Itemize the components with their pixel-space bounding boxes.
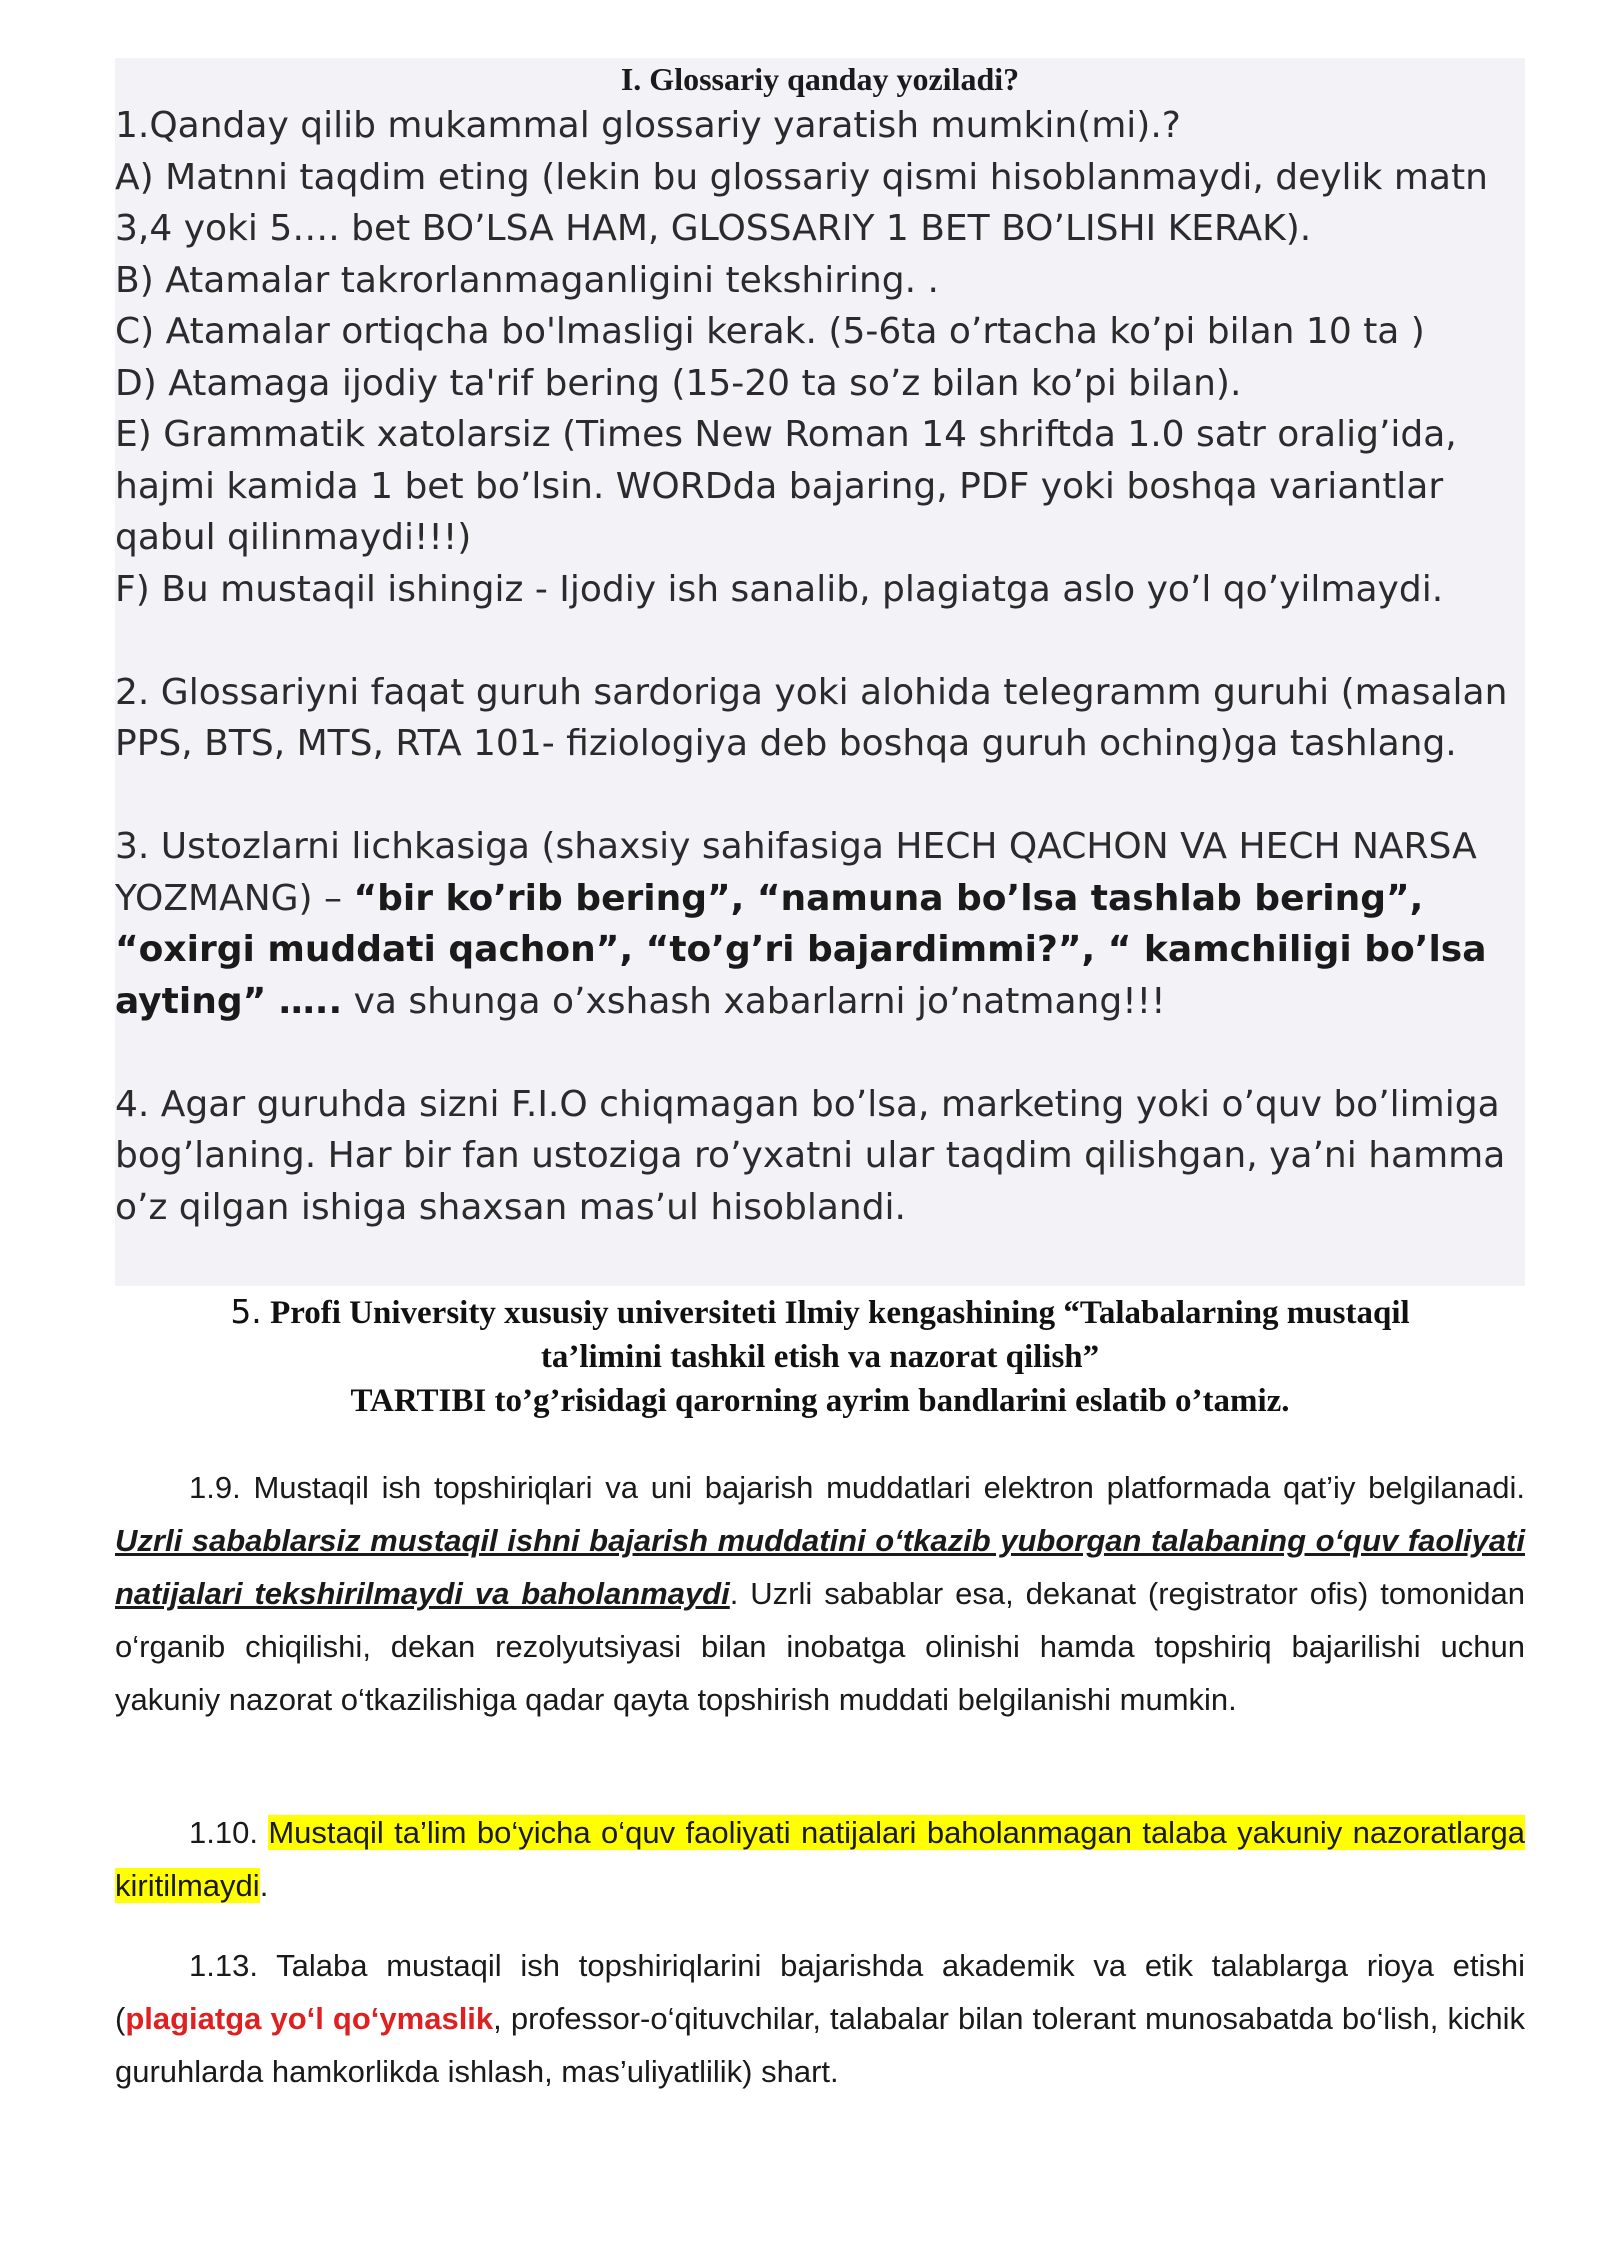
section-5-line-1 xyxy=(115,1290,1525,1335)
spacer xyxy=(115,1027,1525,1079)
item-a: A) Matnni taqdim eting (lekin bu glossariy qismi hisoblanmaydi, deylik matn 3,4 yoki 5…. bet BO’LSA HAM, GLOSSARIY 1 BET BO’LISHI KERAK). xyxy=(115,156,1488,249)
item-d: D) Atamaga ijodiy ta'rif bering (15-20 ta so’z bilan ko’pi bilan). xyxy=(115,362,1242,404)
spacer xyxy=(115,770,1525,822)
rule-1-10-number: 1.10. xyxy=(189,1815,269,1850)
rule-1-9 xyxy=(115,1461,1525,1726)
rule-1-10-end: . xyxy=(259,1868,269,1903)
section-5-line-3: TARTIBI to’g’risidagi qarorning ayrim bandlarini eslatib o’tamiz. xyxy=(350,1383,1290,1419)
section-5-number: 5. xyxy=(230,1292,262,1331)
section-title: I. Glossariy qanday yoziladi? xyxy=(620,61,1020,97)
rule-1-13 xyxy=(115,1939,1525,2098)
paragraph-3-bold: “bir ko’rib bering”, “namuna bo’lsa tashlab bering”, “oxirgi muddati qachon”, “to’g’ri bajardimmi?”, “ kamchiligi bo’lsa ayting” ….. xyxy=(115,877,1487,1022)
paragraph-3-start: 3. Ustozlarni lichkasiga (shaxsiy sahifasiga HECH QACHON VA HECH NARSA YOZMANG) – xyxy=(115,826,1477,919)
paragraph-3 xyxy=(115,821,1525,1027)
spacer xyxy=(115,615,1525,667)
rule-1-9-end: . Uzrli sabablar esa, dekanat (registrator ofis) tomonidan o‘rganib chiqilishi, dekan rezolyutsiyasi bilan inobatga olinishi hamda topshiriq bajarilishi uchun yakuniy nazorat o‘tkazilishiga qadar qayta topshirish muddati belgilanishi mumkin. xyxy=(115,1576,1525,1717)
item-f: F) Bu mustaqil ishingiz - Ijodiy ish sanalib, plagiatga aslo yo’l qo’yilmaydi. xyxy=(115,568,1444,610)
paragraph-2: 2. Glossariyni faqat guruh sardoriga yoki alohida telegramm guruhi (masalan PPS, BTS, MTS, RTA 101- fiziologiya deb boshqa guruh oching)ga tashlang. xyxy=(115,671,1508,764)
item-e: E) Grammatik xatolarsiz (Times New Roman 14 shriftda 1.0 satr oralig’ida, hajmi kamida 1 bet bo’lsin. WORDda bajaring, PDF yoki boshqa variantlar qabul qilinmaydi!!!) xyxy=(115,414,1457,558)
rule-1-9-underlined: Uzrli sabablarsiz mustaqil ishni bajarish muddatini o‘tkazib yuborgan talabaning o‘quv faoliyati natijalari tekshirilmaydi va baholanmaydi xyxy=(115,1523,1525,1611)
rule-1-10-highlight: Mustaqil ta’lim bo‘yicha o‘quv faoliyati natijalari baholanmagan talaba yakuniy nazoratlarga kiritilmaydi xyxy=(115,1815,1526,1903)
rule-1-10 xyxy=(115,1806,1525,1912)
rule-1-13-end: , professor-o‘qituvchilar, talabalar bilan tolerant munosabatda bo‘lish, kichik guruhlarda hamkorlikda ishlash, mas’uliyatlilik) shart. xyxy=(115,2001,1525,2089)
rule-1-13-red: plagiatga yo‘l qo‘ymaslik xyxy=(125,2001,494,2036)
item-c: C) Atamalar ortiqcha bo'lmasligi kerak. (5-6ta o’rtacha ko’pi bilan 10 ta ) xyxy=(115,311,1425,352)
paragraph-3-end: va shunga o’xshash xabarlarni jo’natmang!!! xyxy=(342,980,1166,1022)
paragraph-4: 4. Agar guruhda sizni F.I.O chiqmagan bo’lsa, marketing yoki o’quv bo’limiga bog’laning. Har bir fan ustoziga ro’yxatni ular taqdim qilishgan, ya’ni hamma o’z qilgan ishiga shaxsan mas’ul hisoblandi. xyxy=(115,1083,1506,1228)
section-5-heading xyxy=(115,1290,1525,1423)
section-5-line-2: ta’limini tashkil etish va nazorat qilish” xyxy=(540,1339,1100,1375)
section-5-line-1-text: Profi University xususiy universiteti Ilmiy kengashining “Talabalarning mustaqil xyxy=(261,1295,1410,1331)
question-1: 1.Qanday qilib mukammal glossariy yaratish mumkin(mi).? xyxy=(115,105,1181,146)
rule-1-9-start: 1.9. Mustaqil ish topshiriqlari va uni bajarish muddatlari elektron platformada qat’iy belgilanadi. xyxy=(189,1470,1525,1505)
item-b: B) Atamalar takrorlanmaganligini tekshiring. . xyxy=(115,259,939,301)
rule-1-13-start: 1.13. Talaba mustaqil ish topshiriqlarini bajarishda akademik va etik talablarga rioya etishi ( xyxy=(115,1948,1525,2036)
glossary-instructions xyxy=(115,58,1525,1233)
